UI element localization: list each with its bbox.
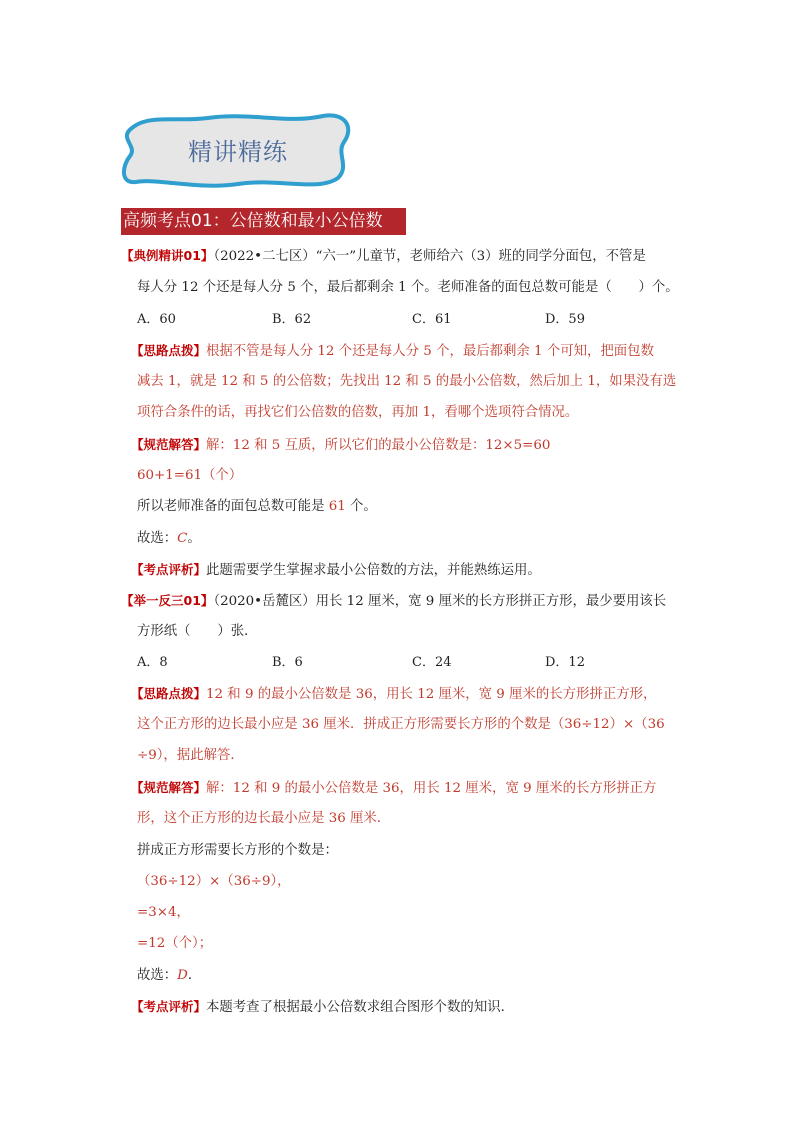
ex2-tag: 【举一反三01】 xyxy=(121,593,214,608)
ex2-review-tag: 【考点评析】 xyxy=(131,999,207,1014)
ex1-answer-line3: 所以老师准备的面包总数可能是 61 个。 xyxy=(137,499,377,514)
ex2-answer-line3: 拼成正方形需要长方形的个数是： xyxy=(137,843,338,858)
ex2-answer-tag: 【规范解答】 xyxy=(131,780,207,795)
ex1-answer-line1: 【规范解答】解：12 和 5 互质，所以它们的最小公倍数是：12×5=60 xyxy=(131,437,551,453)
ex1-answer-tag: 【规范解答】 xyxy=(131,437,207,452)
ex2-option-b: B．6 xyxy=(272,655,303,670)
ex2-choice: D xyxy=(177,968,188,983)
ex2-option-d: D．12 xyxy=(545,655,585,670)
ex2-hint-line1: 【思路点拨】12 和 9 的最小公倍数是 36，用长 12 厘米，宽 9 厘米的长方形拼正方形， xyxy=(131,686,657,702)
ex2-hint-line2: 这个正方形的边长最小应是 36 厘米．拼成正方形需要长方形的个数是（36÷12）×（36 xyxy=(137,717,665,732)
ex1-hint-line2: 减去 1，就是 12 和 5 的公倍数；先找出 12 和 5 的最小公倍数，然后加上 1，如果没有选 xyxy=(137,374,677,389)
ex2-choice-line: 故选：D． xyxy=(137,968,202,983)
ex1-hint-tag: 【思路点拨】 xyxy=(131,343,207,358)
ex1-answer-line2: 60+1=61（个） xyxy=(137,468,243,483)
ex2-option-c: C．24 xyxy=(412,655,452,670)
ex1-review-tag: 【考点评析】 xyxy=(131,562,207,577)
ex1-hint-line3: 项符合条件的话，再找它们公倍数的倍数，再加 1，看哪个选项符合情况。 xyxy=(137,405,579,420)
ex1-question-line2: 每人分 12 个还是每人分 5 个，最后都剩余 1 个。老师准备的面包总数可能是（ ）个。 xyxy=(137,280,679,295)
ex2-review-line: 【考点评析】本题考查了根据最小公倍数求组合图形个数的知识． xyxy=(131,999,514,1015)
banner-title: 精讲精练 xyxy=(188,137,288,166)
ex2-option-a: A．8 xyxy=(137,655,168,670)
ex1-choice: C xyxy=(177,531,188,546)
ex2-answer-line2: 形，这个正方形的边长最小应是 36 厘米． xyxy=(137,811,391,826)
ex1-option-a: A．60 xyxy=(137,312,176,327)
ex2-answer-line1: 【规范解答】解：12 和 9 的最小公倍数是 36，用长 12 厘米，宽 9 厘米的长方形拼正方 xyxy=(131,780,657,796)
ex1-question-line1: 【典例精讲01】（2022•二七区）“六一”儿童节，老师给六（3）班的同学分面包，不管是 xyxy=(121,248,646,264)
section-title: 高频考点01：公倍数和最小公倍数 xyxy=(121,208,406,235)
ex1-hint-line1: 【思路点拨】根据不管是每人分 12 个还是每人分 5 个，最后都剩余 1 个可知，把面包数 xyxy=(131,343,654,359)
ex2-hint-tag: 【思路点拨】 xyxy=(131,686,207,701)
ex2-question-line2: 方形纸（ ）张． xyxy=(137,624,258,639)
ex2-hint-line3: ÷9），据此解答． xyxy=(137,748,244,763)
ex2-answer-line5: =3×4， xyxy=(137,905,190,920)
ex1-choice-line: 故选：C。 xyxy=(137,531,201,546)
ex1-review-line: 【考点评析】此题需要学生掌握求最小公倍数的方法，并能熟练运用。 xyxy=(131,562,541,578)
ex1-tag: 【典例精讲01】 xyxy=(121,248,214,263)
ex2-answer-line6: =12（个）； xyxy=(137,936,213,951)
title-banner xyxy=(118,108,354,190)
ex2-question-line1: 【举一反三01】（2020•岳麓区）用长 12 厘米，宽 9 厘米的长方形拼正方形，最少要用该长 xyxy=(121,593,667,609)
ex1-option-d: D．59 xyxy=(545,312,585,327)
ex1-option-c: C．61 xyxy=(412,312,452,327)
ex2-answer-line4: （36÷12）×（36÷9）， xyxy=(137,874,291,889)
ex1-option-b: B．62 xyxy=(272,312,312,327)
